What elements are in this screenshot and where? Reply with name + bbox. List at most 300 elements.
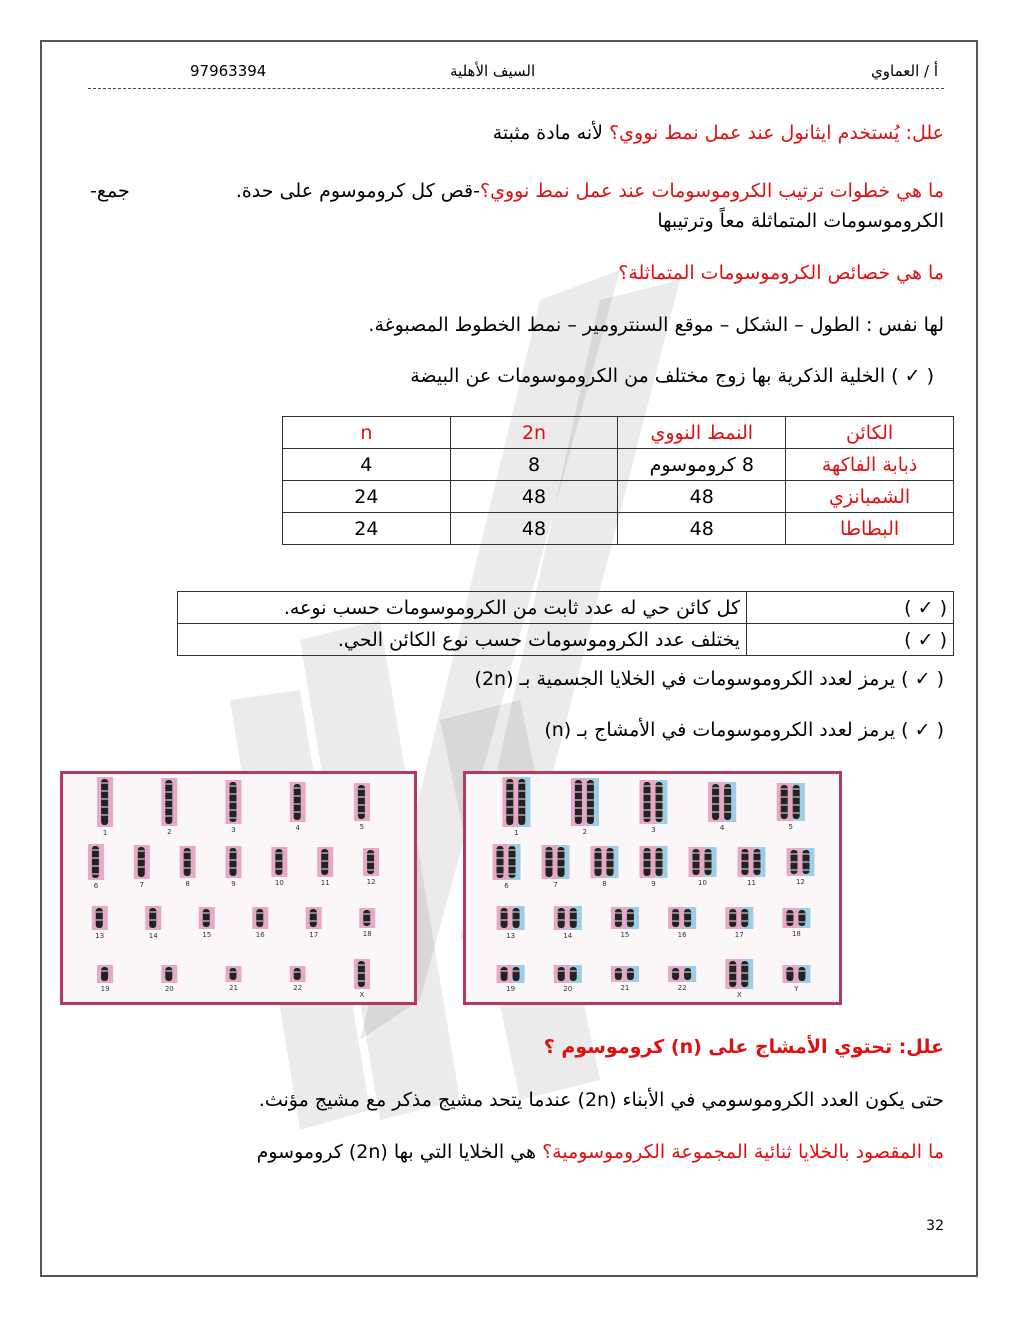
chromosome-band bbox=[509, 873, 516, 875]
chromosome bbox=[627, 909, 634, 927]
chromosome-label: 21 bbox=[229, 984, 238, 992]
chromosome-band bbox=[96, 911, 103, 913]
cell-statement: يختلف عدد الكروموسومات حسب نوع الكائن الحي. bbox=[178, 624, 747, 656]
chromosome-band bbox=[803, 861, 810, 863]
chromosome bbox=[203, 909, 210, 927]
chromosome-band bbox=[509, 849, 516, 851]
chromosome-band bbox=[513, 970, 520, 972]
chromosome-band bbox=[363, 921, 370, 923]
chromosome-band bbox=[644, 793, 651, 795]
chromosome bbox=[101, 779, 108, 825]
chromosome bbox=[501, 967, 508, 981]
chromosome-band bbox=[165, 807, 172, 809]
chromosome-band bbox=[791, 869, 798, 871]
chromosome-band bbox=[570, 970, 577, 972]
chromosome-band bbox=[786, 970, 793, 972]
chromosome-band bbox=[230, 859, 237, 861]
chromosome bbox=[741, 909, 748, 927]
q3-question: ما هي خصائص الكروموسومات المتماثلة؟ bbox=[618, 262, 944, 284]
chromosome-band bbox=[230, 867, 237, 869]
cell-organism: ذبابة الفاكهة bbox=[786, 449, 954, 481]
chromosome-label: 22 bbox=[293, 984, 303, 992]
chromosome-label: 12 bbox=[796, 878, 805, 886]
chromosome bbox=[786, 967, 793, 981]
chromosome-band bbox=[656, 785, 663, 787]
karyotype-female-panel bbox=[60, 771, 417, 1005]
chromosome bbox=[798, 967, 805, 981]
chromosome-band bbox=[729, 980, 736, 982]
chromosome-band bbox=[518, 806, 525, 808]
chromosome-band bbox=[754, 868, 761, 870]
chromosome-label: 17 bbox=[309, 931, 319, 939]
th-organism: الكائن bbox=[786, 417, 954, 449]
chromosome-label: 15 bbox=[202, 931, 212, 939]
chromosome-band bbox=[798, 913, 805, 915]
table-row bbox=[178, 592, 954, 624]
chromosome-band bbox=[729, 964, 736, 966]
cell-mark: ( ✓ ) bbox=[747, 592, 954, 624]
cell-organism: البطاطا bbox=[786, 513, 954, 545]
chromosome-band bbox=[587, 791, 594, 793]
chromosome-band bbox=[587, 807, 594, 809]
chromosome-band bbox=[497, 857, 504, 859]
chromosome-band bbox=[712, 795, 719, 797]
chromosome-band bbox=[656, 793, 663, 795]
chromosome-band bbox=[358, 964, 365, 966]
chromosome-band bbox=[595, 851, 602, 853]
chromosome bbox=[294, 968, 301, 980]
chromosome-band bbox=[294, 971, 301, 973]
chromosome-band bbox=[501, 970, 508, 972]
karyotype-female-image bbox=[63, 774, 414, 1002]
chromosome-band bbox=[729, 912, 736, 914]
cell-karyotype: 8 كروموسوم bbox=[618, 449, 786, 481]
chromosome-label: 18 bbox=[791, 930, 801, 938]
chromosome-band bbox=[607, 851, 614, 853]
chromosome bbox=[672, 909, 679, 927]
chromosome-label: 12 bbox=[366, 878, 376, 886]
chromosome-band bbox=[786, 921, 793, 923]
chromosome-band bbox=[656, 801, 663, 803]
cell-mark: ( ✓ ) bbox=[747, 624, 954, 656]
chromosome-band bbox=[138, 858, 145, 860]
chromosome-label: 11 bbox=[320, 879, 330, 887]
chromosome-band bbox=[656, 859, 663, 861]
chromosome-band bbox=[230, 817, 237, 819]
chromosome-band bbox=[656, 817, 663, 819]
chromosome-band bbox=[546, 850, 553, 852]
chromosome-band bbox=[367, 853, 374, 855]
chromosome bbox=[712, 784, 719, 820]
chromosome-band bbox=[358, 796, 365, 798]
cell-2n: 8 bbox=[450, 449, 618, 481]
chromosome-label: 2 bbox=[582, 828, 588, 836]
chromosome-band bbox=[644, 867, 651, 869]
chromosome-band bbox=[230, 785, 237, 787]
chromosome-label: 9 bbox=[651, 880, 656, 888]
chromosome-band bbox=[92, 857, 99, 859]
header-phone: 97963394 bbox=[190, 62, 267, 80]
chromosome-band bbox=[693, 860, 700, 862]
chromosome-label: 10 bbox=[274, 879, 284, 887]
chromosome-band bbox=[230, 793, 237, 795]
chromosome-label: 5 bbox=[788, 823, 793, 831]
chromosome-table bbox=[282, 416, 954, 545]
chromosome-label: 7 bbox=[139, 881, 145, 889]
chromosome-band bbox=[363, 913, 370, 915]
chromosome-band bbox=[781, 796, 788, 798]
chromosome-band bbox=[644, 859, 651, 861]
chromosome-band bbox=[693, 852, 700, 854]
chromosome-label: 16 bbox=[677, 931, 687, 939]
chromosome-band bbox=[627, 920, 634, 922]
chromosome-band bbox=[672, 971, 679, 973]
statements-table bbox=[177, 591, 954, 656]
q2-line bbox=[236, 180, 944, 202]
chromosome bbox=[575, 780, 582, 824]
chromosome-band bbox=[798, 921, 805, 923]
cell-n: 4 bbox=[283, 449, 451, 481]
table-row bbox=[178, 624, 954, 656]
chromosome-band bbox=[781, 812, 788, 814]
chromosome-band bbox=[570, 911, 577, 913]
chromosome-band bbox=[672, 920, 679, 922]
chromosome-band bbox=[165, 970, 172, 972]
chromosome-band bbox=[791, 861, 798, 863]
q1-answer: لأنه مادة مثبتة bbox=[492, 122, 604, 144]
chromosome-band bbox=[497, 865, 504, 867]
chromosome-band bbox=[742, 868, 749, 870]
chromosome-band bbox=[358, 972, 365, 974]
chromosome-band bbox=[165, 791, 172, 793]
chromosome-band bbox=[138, 850, 145, 852]
chromosome-band bbox=[724, 787, 731, 789]
chromosome-band bbox=[518, 782, 525, 784]
chromosome-band bbox=[803, 853, 810, 855]
chromosome-band bbox=[230, 971, 237, 973]
chromosome-band bbox=[724, 795, 731, 797]
chromosome bbox=[513, 967, 520, 981]
chromosome-label: Y bbox=[794, 985, 799, 993]
chromosome-band bbox=[184, 851, 191, 853]
chromosome-label: 4 bbox=[295, 824, 300, 832]
chromosome-band bbox=[203, 920, 210, 922]
chromosome bbox=[506, 779, 513, 825]
chromosome-band bbox=[230, 801, 237, 803]
chromosome bbox=[684, 909, 691, 927]
chromosome-band bbox=[558, 919, 565, 921]
chromosome-band bbox=[741, 920, 748, 922]
chromosome-band bbox=[256, 920, 263, 922]
chromosome-band bbox=[165, 783, 172, 785]
chromosome-band bbox=[742, 860, 749, 862]
chromosome-label: 5 bbox=[359, 823, 365, 831]
chromosome-band bbox=[741, 972, 748, 974]
chromosome-label: 18 bbox=[362, 930, 372, 938]
chromosome-band bbox=[644, 809, 651, 811]
chromosome-label: X bbox=[736, 991, 742, 999]
chromosome-band bbox=[321, 868, 328, 870]
chromosome-band bbox=[712, 787, 719, 789]
chromosome-band bbox=[358, 980, 365, 982]
chromosome-label: 13 bbox=[95, 932, 105, 940]
chromosome-band bbox=[803, 869, 810, 871]
chromosome bbox=[798, 910, 805, 926]
chromosome-band bbox=[518, 814, 525, 816]
cell-2n: 48 bbox=[450, 513, 618, 545]
chromosome-label: 7 bbox=[553, 881, 558, 889]
chromosome-band bbox=[705, 852, 712, 854]
chromosome-band bbox=[230, 851, 237, 853]
chromosome bbox=[724, 784, 731, 820]
chromosome-band bbox=[798, 970, 805, 972]
q5-line bbox=[257, 1141, 944, 1163]
chromosome bbox=[256, 909, 263, 927]
q4-answer: حتى يكون العدد الكروموسومي في الأبناء (2n) عندما يتحد مشيج مذكر مع مشيج مؤنث. bbox=[258, 1089, 944, 1111]
chromosome-band bbox=[570, 919, 577, 921]
q2-answer-line2: الكروموسومات المتماثلة معاً وترتيبها bbox=[657, 210, 944, 232]
q2-question: ما هي خطوات ترتيب الكروموسومات عند عمل نمط نووي؟ bbox=[480, 180, 944, 202]
table-row bbox=[283, 513, 954, 545]
chromosome-band bbox=[672, 912, 679, 914]
chromosome-band bbox=[358, 804, 365, 806]
chromosome-band bbox=[724, 811, 731, 813]
chromosome-label: 13 bbox=[506, 932, 516, 940]
chromosome bbox=[310, 909, 317, 927]
chromosome-band bbox=[101, 806, 108, 808]
chromosome-band bbox=[742, 852, 749, 854]
chromosome-band bbox=[729, 972, 736, 974]
chromosome-band bbox=[754, 860, 761, 862]
chromosome-band bbox=[509, 865, 516, 867]
chromosome-label: 20 bbox=[164, 985, 174, 993]
chromosome-band bbox=[705, 860, 712, 862]
chromosome-label: X bbox=[359, 991, 365, 999]
chromosome-label: 3 bbox=[231, 826, 236, 834]
chromosome-band bbox=[791, 853, 798, 855]
chromosome-band bbox=[321, 852, 328, 854]
chromosome bbox=[615, 968, 622, 980]
chromosome-band bbox=[595, 859, 602, 861]
chromosome-band bbox=[575, 807, 582, 809]
cell-organism: الشمبانزي bbox=[786, 481, 954, 513]
header-school: السيف الأهلية bbox=[450, 62, 536, 80]
check-statement: ( ✓ ) الخلية الذكرية بها زوج مختلف من الكروموسومات عن البيضة bbox=[410, 365, 934, 387]
chromosome-label: 15 bbox=[620, 931, 630, 939]
table-header-row bbox=[283, 417, 954, 449]
chromosome-band bbox=[101, 798, 108, 800]
chromosome-label: 1 bbox=[514, 829, 519, 837]
q3-answer: لها نفس : الطول – الشكل – موقع السنترومير – نمط الخطوط المصبوغة. bbox=[368, 314, 944, 336]
chromosome-band bbox=[575, 791, 582, 793]
chromosome-band bbox=[607, 867, 614, 869]
chromosome-band bbox=[615, 971, 622, 973]
chromosome bbox=[587, 780, 594, 824]
chromosome-band bbox=[741, 964, 748, 966]
chromosome-band bbox=[310, 920, 317, 922]
chromosome bbox=[558, 967, 565, 981]
chromosome-label: 8 bbox=[602, 880, 607, 888]
chromosome-band bbox=[656, 851, 663, 853]
chromosome-band bbox=[138, 866, 145, 868]
chromosome-band bbox=[294, 795, 301, 797]
chromosome-band bbox=[506, 790, 513, 792]
chromosome-band bbox=[101, 970, 108, 972]
header-teacher: أ / العماوي bbox=[871, 62, 938, 80]
chromosome-band bbox=[546, 858, 553, 860]
chromosome-band bbox=[781, 788, 788, 790]
chromosome-band bbox=[275, 868, 282, 870]
chromosome bbox=[165, 967, 172, 981]
chromosome-label: 4 bbox=[719, 824, 725, 832]
th-karyotype: النمط النووي bbox=[618, 417, 786, 449]
chromosome-band bbox=[518, 798, 525, 800]
q1-question: علل: يُستخدم ايثانول عند عمل نمط نووي؟ bbox=[609, 122, 944, 144]
cell-karyotype: 48 bbox=[618, 513, 786, 545]
chromosome-band bbox=[712, 811, 719, 813]
chromosome bbox=[672, 968, 679, 980]
cell-karyotype: 48 bbox=[618, 481, 786, 513]
chromosome-label: 8 bbox=[185, 880, 190, 888]
karyotype-male-image bbox=[466, 774, 839, 1002]
chromosome-band bbox=[506, 798, 513, 800]
chromosome-band bbox=[793, 788, 800, 790]
chromosome bbox=[684, 968, 691, 980]
q5-answer: هي الخلايا التي بها (2n) كروموسوم bbox=[256, 1141, 537, 1163]
chromosome-band bbox=[705, 868, 712, 870]
chromosome-band bbox=[92, 865, 99, 867]
chromosome-band bbox=[506, 814, 513, 816]
chromosome-band bbox=[684, 971, 691, 973]
chromosome-label: 6 bbox=[93, 882, 99, 890]
chromosome-label: 6 bbox=[504, 882, 509, 890]
chromosome-label: 17 bbox=[734, 931, 744, 939]
chromosome-band bbox=[275, 852, 282, 854]
chromosome-band bbox=[513, 911, 520, 913]
q4-question: علل: تحتوي الأمشاج على (n) كروموسوم ؟ bbox=[543, 1036, 944, 1058]
chromosome-band bbox=[575, 815, 582, 817]
chromosome-band bbox=[256, 912, 263, 914]
chromosome-band bbox=[595, 867, 602, 869]
chromosome-band bbox=[656, 867, 663, 869]
chromosome-band bbox=[793, 796, 800, 798]
chromosome-band bbox=[684, 920, 691, 922]
chromosome-band bbox=[656, 809, 663, 811]
chromosome-band bbox=[558, 911, 565, 913]
chromosome-label: 2 bbox=[167, 828, 172, 836]
th-2n: 2n bbox=[450, 417, 618, 449]
chromosome-band bbox=[506, 806, 513, 808]
chromosome-band bbox=[627, 971, 634, 973]
table-row bbox=[283, 481, 954, 513]
chromosome-band bbox=[501, 911, 508, 913]
chromosome-band bbox=[693, 868, 700, 870]
chromosome-band bbox=[558, 858, 565, 860]
chromosome-band bbox=[558, 850, 565, 852]
chromosome-band bbox=[793, 804, 800, 806]
q2-answer-part2: -جمع bbox=[90, 180, 130, 202]
chromosome-band bbox=[575, 799, 582, 801]
chromosome-band bbox=[587, 815, 594, 817]
chromosome bbox=[363, 910, 370, 926]
chromosome-band bbox=[101, 790, 108, 792]
chromosome-band bbox=[509, 857, 516, 859]
chromosome-band bbox=[275, 860, 282, 862]
cell-statement: كل كائن حي له عدد ثابت من الكروموسومات حسب نوعه. bbox=[178, 592, 747, 624]
chromosome-band bbox=[367, 869, 374, 871]
chromosome bbox=[230, 968, 237, 980]
chromosome-label: 20 bbox=[563, 985, 573, 993]
chromosome-band bbox=[724, 803, 731, 805]
q1-line bbox=[493, 122, 944, 144]
chromosome-band bbox=[575, 783, 582, 785]
chromosome-label: 19 bbox=[100, 985, 110, 993]
chromosome-label: 14 bbox=[148, 932, 158, 940]
chromosome-band bbox=[92, 873, 99, 875]
chromosome-band bbox=[149, 911, 156, 913]
chromosome-band bbox=[149, 919, 156, 921]
chromosome-label: 22 bbox=[677, 984, 687, 992]
chromosome-label: 16 bbox=[255, 931, 265, 939]
statement-2n: ( ✓ ) يرمز لعدد الكروموسومات في الخلايا الجسمية بـ (2n) bbox=[474, 668, 944, 690]
chromosome-band bbox=[627, 912, 634, 914]
chromosome-band bbox=[786, 913, 793, 915]
chromosome-band bbox=[587, 799, 594, 801]
chromosome-band bbox=[92, 849, 99, 851]
chromosome-band bbox=[101, 782, 108, 784]
header-divider bbox=[88, 88, 944, 89]
statement-n: ( ✓ ) يرمز لعدد الكروموسومات في الأمشاج بـ (n) bbox=[544, 719, 944, 741]
chromosome-band bbox=[558, 866, 565, 868]
chromosome bbox=[294, 784, 301, 820]
chromosome-band bbox=[358, 812, 365, 814]
chromosome-band bbox=[741, 980, 748, 982]
chromosome-band bbox=[513, 919, 520, 921]
chromosome-band bbox=[230, 809, 237, 811]
chromosome-band bbox=[587, 783, 594, 785]
chromosome-band bbox=[781, 804, 788, 806]
chromosome-label: 9 bbox=[231, 880, 236, 888]
chromosome-band bbox=[101, 814, 108, 816]
chromosome-label: 10 bbox=[698, 879, 707, 887]
chromosome-band bbox=[615, 920, 622, 922]
chromosome bbox=[518, 779, 525, 825]
chromosome-band bbox=[294, 787, 301, 789]
cell-n: 24 bbox=[283, 513, 451, 545]
chromosome-band bbox=[741, 912, 748, 914]
chromosome bbox=[786, 910, 793, 926]
chromosome bbox=[729, 909, 736, 927]
chromosome bbox=[615, 909, 622, 927]
chromosome-band bbox=[793, 812, 800, 814]
chromosome-band bbox=[310, 912, 317, 914]
chromosome-band bbox=[294, 803, 301, 805]
chromosome-band bbox=[644, 817, 651, 819]
chromosome-band bbox=[644, 851, 651, 853]
chromosome bbox=[165, 780, 172, 824]
page-number: 32 bbox=[926, 1218, 944, 1234]
q2-answer-part1: -قص كل كروموسوم على حدة. bbox=[235, 180, 480, 202]
chromosome-band bbox=[96, 919, 103, 921]
chromosome-band bbox=[684, 912, 691, 914]
chromosome-label: 3 bbox=[651, 826, 656, 834]
chromosome-band bbox=[203, 912, 210, 914]
cell-2n: 48 bbox=[450, 481, 618, 513]
chromosome-band bbox=[367, 861, 374, 863]
chromosome-band bbox=[358, 788, 365, 790]
chromosome-band bbox=[644, 785, 651, 787]
chromosome-band bbox=[321, 860, 328, 862]
